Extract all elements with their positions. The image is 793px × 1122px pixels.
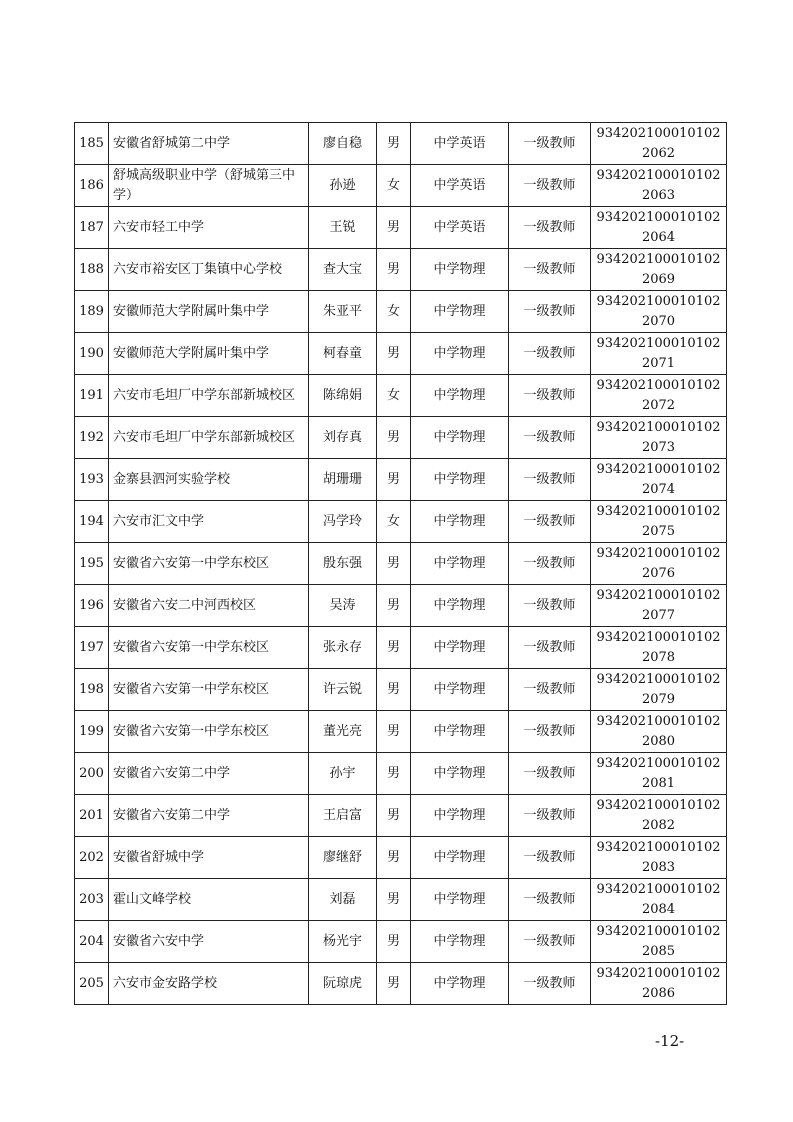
cell-subject: 中学物理 bbox=[411, 543, 509, 585]
cell-subject: 中学物理 bbox=[411, 333, 509, 375]
cell-school: 安徽省六安第一中学东校区 bbox=[109, 627, 309, 669]
cell-school: 安徽省舒城第二中学 bbox=[109, 123, 309, 165]
cell-number: 196 bbox=[75, 585, 109, 627]
cell-certificate-number: 9342021000101022077 bbox=[591, 585, 727, 627]
cell-school: 舒城高级职业中学（舒城第三中学） bbox=[109, 165, 309, 207]
cell-subject: 中学英语 bbox=[411, 207, 509, 249]
cell-number: 186 bbox=[75, 165, 109, 207]
cell-title: 一级教师 bbox=[509, 417, 591, 459]
cell-certificate-number: 9342021000101022083 bbox=[591, 837, 727, 879]
table-row bbox=[75, 501, 727, 543]
cell-subject: 中学物理 bbox=[411, 753, 509, 795]
cell-school: 六安市毛坦厂中学东部新城校区 bbox=[109, 417, 309, 459]
cell-gender: 男 bbox=[377, 963, 411, 1005]
cell-certificate-number: 9342021000101022062 bbox=[591, 123, 727, 165]
cell-school: 六安市汇文中学 bbox=[109, 501, 309, 543]
cell-certificate-number: 9342021000101022084 bbox=[591, 879, 727, 921]
cell-school: 安徽师范大学附属叶集中学 bbox=[109, 291, 309, 333]
cell-school: 安徽省六安第一中学东校区 bbox=[109, 711, 309, 753]
cell-school: 安徽师范大学附属叶集中学 bbox=[109, 333, 309, 375]
cell-number: 188 bbox=[75, 249, 109, 291]
cell-gender: 男 bbox=[377, 711, 411, 753]
cell-title: 一级教师 bbox=[509, 627, 591, 669]
cell-subject: 中学物理 bbox=[411, 921, 509, 963]
cell-subject: 中学物理 bbox=[411, 417, 509, 459]
table-row bbox=[75, 711, 727, 753]
cell-number: 190 bbox=[75, 333, 109, 375]
cell-name: 王启富 bbox=[309, 795, 377, 837]
cell-name: 张永存 bbox=[309, 627, 377, 669]
cell-school: 安徽省舒城中学 bbox=[109, 837, 309, 879]
cell-certificate-number: 9342021000101022078 bbox=[591, 627, 727, 669]
cell-number: 195 bbox=[75, 543, 109, 585]
cell-school: 六安市轻工中学 bbox=[109, 207, 309, 249]
cell-title: 一级教师 bbox=[509, 669, 591, 711]
table-row bbox=[75, 879, 727, 921]
cell-certificate-number: 9342021000101022074 bbox=[591, 459, 727, 501]
table-body bbox=[75, 123, 727, 1005]
cell-name: 胡珊珊 bbox=[309, 459, 377, 501]
cell-certificate-number: 9342021000101022082 bbox=[591, 795, 727, 837]
teacher-roster-table bbox=[74, 122, 727, 1005]
cell-certificate-number: 9342021000101022070 bbox=[591, 291, 727, 333]
cell-number: 192 bbox=[75, 417, 109, 459]
cell-subject: 中学物理 bbox=[411, 291, 509, 333]
cell-title: 一级教师 bbox=[509, 501, 591, 543]
cell-name: 杨光宇 bbox=[309, 921, 377, 963]
cell-subject: 中学英语 bbox=[411, 165, 509, 207]
cell-name: 廖继舒 bbox=[309, 837, 377, 879]
table-row bbox=[75, 417, 727, 459]
cell-subject: 中学物理 bbox=[411, 627, 509, 669]
cell-subject: 中学物理 bbox=[411, 375, 509, 417]
cell-name: 冯学玲 bbox=[309, 501, 377, 543]
table-row bbox=[75, 669, 727, 711]
table-row bbox=[75, 123, 727, 165]
cell-gender: 男 bbox=[377, 879, 411, 921]
cell-name: 孙宇 bbox=[309, 753, 377, 795]
cell-number: 204 bbox=[75, 921, 109, 963]
cell-subject: 中学物理 bbox=[411, 963, 509, 1005]
cell-subject: 中学物理 bbox=[411, 585, 509, 627]
cell-gender: 男 bbox=[377, 585, 411, 627]
cell-title: 一级教师 bbox=[509, 753, 591, 795]
cell-name: 陈绵娟 bbox=[309, 375, 377, 417]
cell-title: 一级教师 bbox=[509, 837, 591, 879]
cell-name: 殷东强 bbox=[309, 543, 377, 585]
cell-number: 189 bbox=[75, 291, 109, 333]
cell-title: 一级教师 bbox=[509, 543, 591, 585]
table-row bbox=[75, 963, 727, 1005]
cell-gender: 男 bbox=[377, 207, 411, 249]
table-row bbox=[75, 585, 727, 627]
cell-certificate-number: 9342021000101022086 bbox=[591, 963, 727, 1005]
cell-subject: 中学英语 bbox=[411, 123, 509, 165]
table-row bbox=[75, 249, 727, 291]
cell-subject: 中学物理 bbox=[411, 879, 509, 921]
cell-title: 一级教师 bbox=[509, 459, 591, 501]
table-row bbox=[75, 753, 727, 795]
cell-subject: 中学物理 bbox=[411, 249, 509, 291]
cell-name: 朱亚平 bbox=[309, 291, 377, 333]
cell-certificate-number: 9342021000101022071 bbox=[591, 333, 727, 375]
cell-number: 197 bbox=[75, 627, 109, 669]
cell-school: 六安市毛坦厂中学东部新城校区 bbox=[109, 375, 309, 417]
table-row bbox=[75, 543, 727, 585]
cell-title: 一级教师 bbox=[509, 165, 591, 207]
cell-gender: 女 bbox=[377, 165, 411, 207]
cell-gender: 女 bbox=[377, 291, 411, 333]
table-row bbox=[75, 165, 727, 207]
cell-gender: 男 bbox=[377, 795, 411, 837]
cell-gender: 男 bbox=[377, 123, 411, 165]
cell-school: 六安市金安路学校 bbox=[109, 963, 309, 1005]
cell-name: 刘存真 bbox=[309, 417, 377, 459]
cell-title: 一级教师 bbox=[509, 879, 591, 921]
cell-number: 194 bbox=[75, 501, 109, 543]
cell-certificate-number: 9342021000101022085 bbox=[591, 921, 727, 963]
cell-number: 187 bbox=[75, 207, 109, 249]
cell-school: 安徽省六安二中河西校区 bbox=[109, 585, 309, 627]
cell-school: 安徽省六安第一中学东校区 bbox=[109, 543, 309, 585]
cell-gender: 男 bbox=[377, 627, 411, 669]
cell-gender: 男 bbox=[377, 669, 411, 711]
cell-certificate-number: 9342021000101022079 bbox=[591, 669, 727, 711]
cell-name: 查大宝 bbox=[309, 249, 377, 291]
cell-school: 安徽省六安第二中学 bbox=[109, 753, 309, 795]
cell-name: 刘磊 bbox=[309, 879, 377, 921]
cell-title: 一级教师 bbox=[509, 333, 591, 375]
cell-title: 一级教师 bbox=[509, 291, 591, 333]
cell-certificate-number: 9342021000101022073 bbox=[591, 417, 727, 459]
cell-school: 金寨县泗河实验学校 bbox=[109, 459, 309, 501]
table-row bbox=[75, 627, 727, 669]
cell-name: 孙逊 bbox=[309, 165, 377, 207]
cell-certificate-number: 9342021000101022072 bbox=[591, 375, 727, 417]
cell-name: 吴涛 bbox=[309, 585, 377, 627]
table-row bbox=[75, 207, 727, 249]
cell-gender: 女 bbox=[377, 375, 411, 417]
cell-number: 205 bbox=[75, 963, 109, 1005]
cell-title: 一级教师 bbox=[509, 711, 591, 753]
cell-school: 六安市裕安区丁集镇中心学校 bbox=[109, 249, 309, 291]
cell-school: 安徽省六安中学 bbox=[109, 921, 309, 963]
cell-title: 一级教师 bbox=[509, 921, 591, 963]
cell-title: 一级教师 bbox=[509, 123, 591, 165]
table-row bbox=[75, 459, 727, 501]
cell-certificate-number: 9342021000101022076 bbox=[591, 543, 727, 585]
cell-gender: 男 bbox=[377, 459, 411, 501]
cell-name: 许云锐 bbox=[309, 669, 377, 711]
cell-name: 廖自稳 bbox=[309, 123, 377, 165]
cell-subject: 中学物理 bbox=[411, 501, 509, 543]
page-number: -12- bbox=[655, 1032, 685, 1050]
cell-subject: 中学物理 bbox=[411, 837, 509, 879]
table-row bbox=[75, 837, 727, 879]
cell-title: 一级教师 bbox=[509, 963, 591, 1005]
cell-certificate-number: 9342021000101022063 bbox=[591, 165, 727, 207]
cell-subject: 中学物理 bbox=[411, 459, 509, 501]
cell-name: 董光亮 bbox=[309, 711, 377, 753]
table-row bbox=[75, 921, 727, 963]
cell-school: 安徽省六安第一中学东校区 bbox=[109, 669, 309, 711]
cell-subject: 中学物理 bbox=[411, 711, 509, 753]
table-row bbox=[75, 375, 727, 417]
cell-name: 柯春童 bbox=[309, 333, 377, 375]
cell-name: 王锐 bbox=[309, 207, 377, 249]
cell-gender: 男 bbox=[377, 543, 411, 585]
cell-number: 202 bbox=[75, 837, 109, 879]
cell-number: 199 bbox=[75, 711, 109, 753]
cell-number: 191 bbox=[75, 375, 109, 417]
cell-gender: 男 bbox=[377, 333, 411, 375]
cell-number: 185 bbox=[75, 123, 109, 165]
cell-certificate-number: 9342021000101022064 bbox=[591, 207, 727, 249]
cell-subject: 中学物理 bbox=[411, 669, 509, 711]
cell-gender: 男 bbox=[377, 753, 411, 795]
cell-gender: 男 bbox=[377, 837, 411, 879]
table-row bbox=[75, 795, 727, 837]
table-row bbox=[75, 291, 727, 333]
cell-title: 一级教师 bbox=[509, 585, 591, 627]
cell-subject: 中学物理 bbox=[411, 795, 509, 837]
cell-title: 一级教师 bbox=[509, 249, 591, 291]
cell-number: 201 bbox=[75, 795, 109, 837]
cell-name: 阮琼虎 bbox=[309, 963, 377, 1005]
cell-number: 198 bbox=[75, 669, 109, 711]
cell-number: 200 bbox=[75, 753, 109, 795]
cell-gender: 男 bbox=[377, 921, 411, 963]
cell-title: 一级教师 bbox=[509, 795, 591, 837]
cell-title: 一级教师 bbox=[509, 207, 591, 249]
cell-gender: 男 bbox=[377, 417, 411, 459]
cell-school: 安徽省六安第二中学 bbox=[109, 795, 309, 837]
cell-number: 203 bbox=[75, 879, 109, 921]
cell-certificate-number: 9342021000101022081 bbox=[591, 753, 727, 795]
cell-title: 一级教师 bbox=[509, 375, 591, 417]
cell-number: 193 bbox=[75, 459, 109, 501]
cell-certificate-number: 9342021000101022069 bbox=[591, 249, 727, 291]
cell-school: 霍山文峰学校 bbox=[109, 879, 309, 921]
cell-gender: 男 bbox=[377, 249, 411, 291]
table-row bbox=[75, 333, 727, 375]
cell-certificate-number: 9342021000101022075 bbox=[591, 501, 727, 543]
cell-certificate-number: 9342021000101022080 bbox=[591, 711, 727, 753]
cell-gender: 女 bbox=[377, 501, 411, 543]
